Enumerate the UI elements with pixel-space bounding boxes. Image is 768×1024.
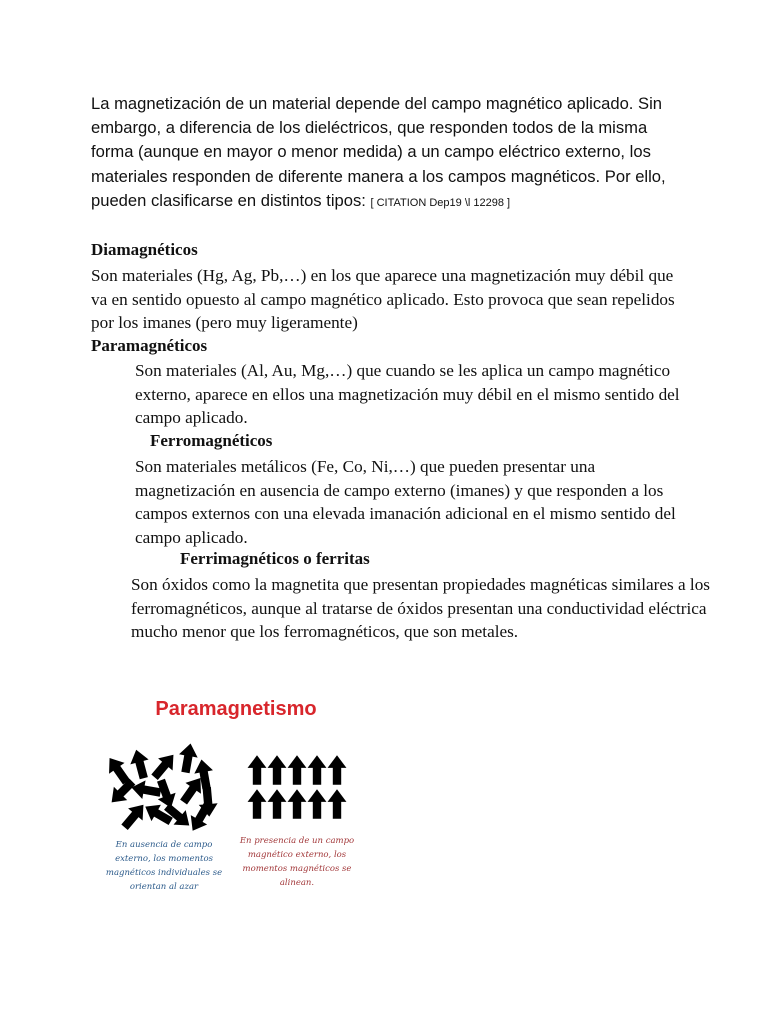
random-moment-arrow-icon bbox=[117, 799, 150, 834]
heading-paramagneticos: Paramagnéticos bbox=[91, 336, 208, 355]
caption-random-moments: En ausencia de campo externo, los momentos magnéticos individuales se orientan al azar bbox=[105, 840, 223, 892]
heading-diamagneticos: Diamagnéticos bbox=[91, 240, 198, 259]
aligned-moment-arrow-icon bbox=[328, 789, 347, 818]
aligned-moment-arrow-icon bbox=[308, 789, 327, 818]
citation-field: [ CITATION Dep19 \l 12298 ] bbox=[370, 196, 511, 209]
heading-ferromagneticos: Ferromagnéticos bbox=[150, 431, 273, 450]
aligned-moment-arrow-icon bbox=[268, 755, 287, 784]
paragraph-paramagneticos: Son materiales (Al, Au, Mg,…) que cuando se les aplica un campo magnético externo, aparece en ellos una magnetización muy débil en el mismo sentido del campo aplicado. bbox=[135, 361, 680, 428]
heading-ferrimagneticos: Ferrimagnéticos o ferritas bbox=[180, 549, 370, 568]
aligned-moment-arrow-icon bbox=[248, 755, 267, 784]
paragraph-ferrimagneticos: Son óxidos como la magnetita que presentan propiedades magnéticas similares a los ferromagnéticos, aunque al tratarse de óxidos presentan una conductividad eléctrica mucho menor que los ferromagnéticos, que son metales. bbox=[131, 575, 710, 642]
aligned-moment-arrow-icon bbox=[328, 755, 347, 784]
aligned-moment-arrow-icon bbox=[288, 755, 307, 784]
figure-title: Paramagnetismo bbox=[155, 698, 317, 720]
aligned-moment-arrow-icon bbox=[288, 789, 307, 818]
random-moment-arrow-icon bbox=[127, 747, 153, 780]
aligned-moment-arrow-icon bbox=[268, 789, 287, 818]
paragraph-ferromagneticos: Son materiales metálicos (Fe, Co, Ni,…) que pueden presentar una magnetización en ausencia de campo externo (imanes) y que responden a los campos externos con una elevada imanación adicional en el mismo sentido del campo aplicado. bbox=[135, 457, 676, 547]
aligned-moment-arrow-icon bbox=[308, 755, 327, 784]
paragraph-diamagneticos: Son materiales (Hg, Ag, Pb,…) en los que aparece una magnetización muy débil que va en sentido opuesto al campo magnético aplicado. Esto provoca que sean repelidos por los imanes (pero muy ligeramente) bbox=[91, 266, 675, 333]
random-moments-group bbox=[102, 742, 219, 836]
aligned-moments-group bbox=[248, 755, 347, 818]
caption-aligned-moments: En presencia de un campo magnético externo, los momentos magnéticos se alinean. bbox=[239, 836, 355, 888]
intro-text: La magnetización de un material depende del campo magnético aplicado. Sin embargo, a diferencia de los dieléctricos, que responden todos de la misma forma (aunque en mayor o menor medida) a un campo eléctrico externo, los materiales responden de diferente manera a los campos magnéticos. Por ello, pueden clasificarse en distintos tipos: bbox=[91, 94, 666, 210]
aligned-moment-arrow-icon bbox=[248, 789, 267, 818]
random-moment-arrow-icon bbox=[176, 742, 200, 774]
paramagnetismo-figure bbox=[92, 692, 380, 902]
intro-paragraph bbox=[91, 92, 691, 215]
random-moment-arrow-icon bbox=[147, 749, 180, 784]
